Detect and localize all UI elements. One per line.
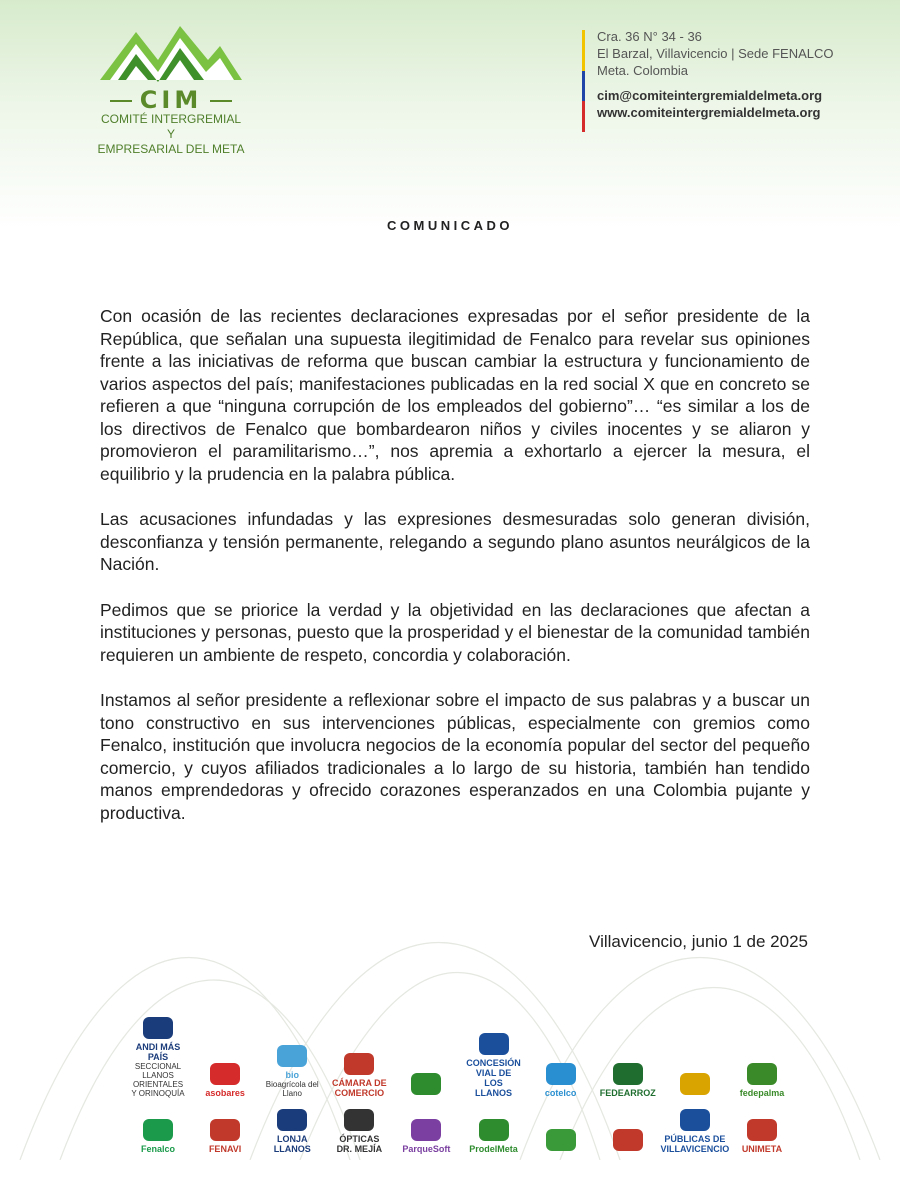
- sponsor-name: ProdelMeta: [469, 1144, 518, 1154]
- sponsor-subtitle: SECCIONAL LLANOS ORIENTALES Y ORINOQUÍA: [131, 1062, 185, 1098]
- sponsor-logo: [331, 1109, 387, 1154]
- sponsor-logo: [533, 1129, 589, 1154]
- contact-block: [582, 28, 834, 121]
- sponsor-logo: [130, 1119, 186, 1154]
- colombia-flag-stripe: [582, 30, 585, 132]
- sponsor-logo: [734, 1119, 790, 1154]
- sponsor-logo: [264, 1109, 320, 1154]
- sponsor-logo: [398, 1073, 454, 1098]
- logo-acronym: CIM: [96, 86, 246, 114]
- cim-logo: [96, 20, 246, 156]
- sponsor-logo-mark-icon: [344, 1109, 374, 1131]
- sponsor-name: bio: [285, 1070, 299, 1080]
- document-body: [100, 305, 810, 847]
- sponsor-logo: [398, 1119, 454, 1154]
- sponsor-logo-mark-icon: [479, 1033, 509, 1055]
- sponsor-name: CÁMARA DE COMERCIO: [331, 1078, 387, 1098]
- paragraph: Instamos al señor presidente a reflexionar sobre el impacto de sus palabras y a buscar un tono constructivo en sus intervenciones públicas, especialmente con gremios como Fenalco, institución que involucra negocios de la economía popular del sector del pequeño comercio, y cuyos afiliados tradicionales a lo largo de su historia, también han tendido manos emprendedoras y ofrecido corazones esperanzados en una Colombia pujante y productiva.: [100, 690, 810, 823]
- sponsor-logo-mark-icon: [344, 1053, 374, 1075]
- paragraph: Con ocasión de las recientes declaraciones expresadas por el señor presidente de la República, que señalan una supuesta ilegitimidad de Fenalco para revelar sus opiniones frente a las iniciativas de reforma que buscan cambiar la estructura y funcionamiento de varios aspectos del país; manifestaciones publicadas en la red social X que en concreto se refieren a que “ninguna corrupción de los empleados del gobierno”… “es similar a los de los directivos de Fenalco que bombardearon niños y civiles inocentes y se aliaron y promovieron el paramilitarismo…”, nos apremia a exhortarlo a ejercer la mesura, el equilibrio y la prudencia en la palabra pública.: [100, 306, 810, 484]
- sponsor-logo-mark-icon: [613, 1063, 643, 1085]
- sponsor-logo-mark-icon: [411, 1119, 441, 1141]
- sponsor-logos: [130, 1042, 790, 1162]
- sponsor-name: asobares: [205, 1088, 245, 1098]
- sponsor-logo-mark-icon: [546, 1063, 576, 1085]
- sponsor-name: FENAVI: [208, 1144, 242, 1154]
- sponsor-logo-mark-icon: [210, 1119, 240, 1141]
- sponsor-subtitle: Bioagrícola del Llano: [265, 1080, 319, 1098]
- sponsor-logo-mark-icon: [479, 1119, 509, 1141]
- sponsor-logo-mark-icon: [143, 1119, 173, 1141]
- sponsor-name: ÓPTICAS DR. MEJÍA: [336, 1134, 383, 1154]
- sponsor-logo: [197, 1063, 253, 1098]
- sponsor-logo: [264, 1045, 320, 1098]
- sponsor-name: fedepalma: [739, 1088, 785, 1098]
- sponsor-logo-mark-icon: [411, 1073, 441, 1095]
- sponsor-logo-mark-icon: [143, 1017, 173, 1039]
- sponsor-logo-mark-icon: [747, 1119, 777, 1141]
- document-date: Villavicencio, junio 1 de 2025: [589, 932, 808, 951]
- sponsor-logo-mark-icon: [680, 1109, 710, 1131]
- sponsor-logo-mark-icon: [210, 1063, 240, 1085]
- address-line-3: Meta. Colombia: [597, 63, 689, 78]
- contact-email[interactable]: cim@comiteintergremialdelmeta.org: [597, 88, 823, 103]
- sponsor-name: UNIMETA: [741, 1144, 783, 1154]
- sponsor-logo-mark-icon: [277, 1045, 307, 1067]
- sponsor-name: FEDEARROZ: [599, 1088, 656, 1098]
- sponsor-logo-mark-icon: [747, 1063, 777, 1085]
- sponsor-logo: [600, 1129, 656, 1154]
- sponsor-logo-mark-icon: [546, 1129, 576, 1151]
- sponsor-logo-mark-icon: [613, 1129, 643, 1151]
- sponsor-logo: [600, 1063, 656, 1098]
- sponsor-logo: [466, 1119, 522, 1154]
- document-title: COMUNICADO: [387, 218, 513, 233]
- sponsor-name: ANDI MÁS PAÍS: [135, 1042, 181, 1062]
- contact-website[interactable]: www.comiteintergremialdelmeta.org: [597, 105, 821, 120]
- sponsor-logo: [466, 1033, 522, 1098]
- sponsor-name: PÚBLICAS DE VILLAVICENCIO: [660, 1134, 730, 1154]
- sponsor-logo: [533, 1063, 589, 1098]
- sponsor-name: cotelco: [544, 1088, 577, 1098]
- address-line-1: Cra. 36 N° 34 - 36: [597, 29, 702, 44]
- logo-full-name: COMITÉ INTERGREMIAL Y EMPRESARIAL DEL META: [97, 112, 245, 156]
- sponsor-logo: [331, 1053, 387, 1098]
- sponsor-logo-mark-icon: [680, 1073, 710, 1095]
- sponsor-logo: [667, 1073, 723, 1098]
- sponsor-logo: [734, 1063, 790, 1098]
- sponsor-name: Fenalco: [140, 1144, 175, 1154]
- paragraph: Pedimos que se priorice la verdad y la objetividad en las declaraciones que afectan a instituciones y personas, puesto que la prosperidad y el bienestar de la comunidad también requieren un ambiente de respeto, concordia y colaboración.: [100, 599, 810, 665]
- paragraph: Las acusaciones infundadas y las expresiones desmesuradas solo generan división, desconfianza y tensión permanente, relegando a segundo plano asuntos neurálgicos de la Nación.: [100, 509, 810, 574]
- sponsor-logo: [130, 1017, 186, 1098]
- mountains-logo-icon: [96, 20, 246, 88]
- sponsor-name: ParqueSoft: [402, 1144, 451, 1154]
- sponsor-name: LONJA LLANOS: [273, 1134, 311, 1154]
- sponsor-logo: [197, 1119, 253, 1154]
- sponsor-logo: [660, 1109, 730, 1154]
- sponsor-logo-mark-icon: [277, 1109, 307, 1131]
- address-line-2: El Barzal, Villavicencio | Sede FENALCO: [597, 46, 834, 61]
- sponsor-name: CONCESIÓN VIAL DE LOS LLANOS: [466, 1058, 521, 1098]
